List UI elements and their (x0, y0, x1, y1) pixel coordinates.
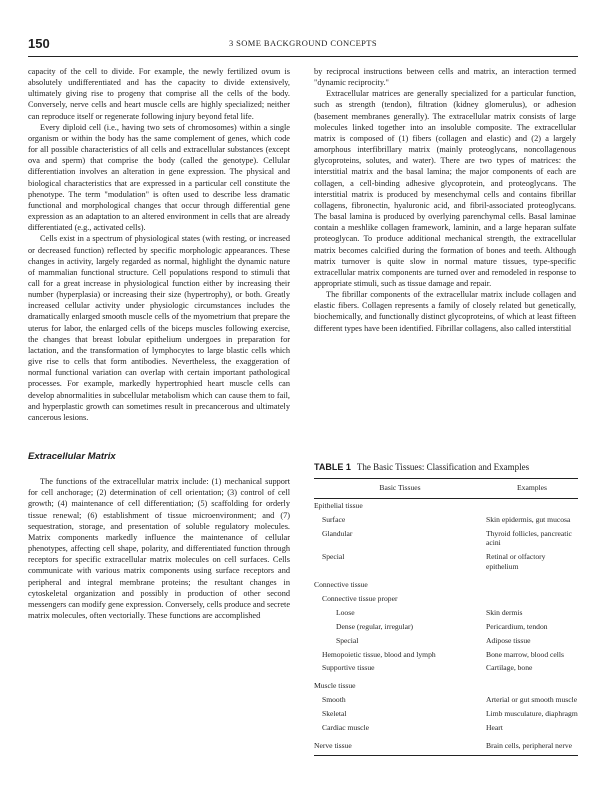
example-cell (486, 574, 578, 592)
table-row (314, 605, 578, 619)
tissue-cell: Cardiac muscle (322, 723, 370, 733)
table-row (314, 527, 578, 551)
tissue-cell: Dense (regular, irregular) (336, 621, 414, 631)
tissue-cell: Special (322, 552, 345, 562)
table-row (314, 661, 578, 675)
tissue-cell: Skeletal (322, 709, 347, 719)
tissue-cell: Connective tissue proper (322, 593, 398, 603)
page-header (28, 36, 578, 57)
table-row (314, 693, 578, 707)
table-row (314, 513, 578, 527)
example-cell: Bone marrow, blood cells (486, 649, 564, 659)
table-label: TABLE 1 (314, 462, 351, 472)
tissue-cell: Epithelial tissue (314, 500, 363, 510)
tissue-cell: Supportive tissue (322, 663, 375, 673)
right-paragraph-2: Extracellular matrices are generally specialized for a particular function, such as strength (tendon), filtration (kidney glomerulus), or adhesion (basement membranes generally). The extracellular matrix consists of large molecules linked together into an insoluble composite. The extracellular matrix is composed of (1) fibers (collagen and elastic) and (2) a largely amorphous interfibrillary matrix (mainly proteoglycans, noncollagenous glycoproteins, solutes, and water). There are two types of matrices: the interstitial matrix and the basal lamina; the major components of each are collagen, a cell-binding adhesive glycoprotein, and proteoglycans. The interstitial matrix is produced by mesenchymal cells and contains fibrillar collagens, fibronectin, hyaluronic acid, and fibril-associated proteoglycans. The basal lamina is produced by overlying parenchymal cells. Basal laminae contain a meshlike collagen framework, laminin, and a large heparan sulfate proteoglycan. To produce additional mechanical strength, the extracellular matrix becomes calcified during the formation of bones and teeth. Although matrix turnover is quite slow in normal mature tissues, type-specific extracellular matrix components are turned over and remodeled in response to appropriate stimuli, such as tissue damage and repair. (314, 89, 576, 288)
example-cell (486, 498, 578, 512)
example-cell: Skin epidermis, gut mucosa (486, 514, 571, 524)
tissue-cell: Special (336, 635, 359, 645)
example-cell: Pericardium, tendon (486, 621, 548, 631)
table-row (314, 721, 578, 735)
table-row (314, 633, 578, 647)
page-number: 150 (28, 36, 50, 51)
right-paragraph-3: The fibrillar components of the extracellular matrix include collagen and elastic fibers. Collagen represents a family of closely related but genetically, biochemically, and functionally distinct glycoproteins, of which at least fifteen different types have been identified. Fibrillar collagens, also called interstitial (314, 290, 576, 333)
tissue-cell: Surface (322, 514, 346, 524)
tissues-table (314, 478, 578, 756)
section-heading: Extracellular Matrix (28, 451, 116, 462)
example-cell: Skin dermis (486, 607, 523, 617)
example-cell: Arterial or gut smooth muscle (486, 695, 578, 705)
table-row (314, 675, 578, 693)
column-header-examples: Examples (486, 479, 578, 499)
left-paragraph-1: capacity of the cell to divide. For example, the newly fertilized ovum is absolutely undifferentiated and has the capacity to divide extensively, ultimately giving rise to progeny that comprise all the cells of the body. Conversely, nerve cells and heart muscle cells are highly specialized; neither can reproduce itself or regenerate following injury beyond fetal life. (28, 67, 290, 121)
example-cell (486, 675, 578, 693)
left-column (28, 66, 290, 621)
right-column (314, 66, 576, 334)
column-header-tissues: Basic Tissues (314, 479, 486, 499)
tissue-cell: Loose (336, 607, 355, 617)
table-row (314, 591, 578, 605)
left-paragraph-4: The functions of the extracellular matrix include: (1) mechanical support for cell anchorage; (2) determination of cell orientation; (3) control of cell growth; (4) maintenance of cell differentiation; (5) scaffolding for orderly tissue renewal; (6) establishment of tissue microenvironment; and (7) sequestration, storage, and presentation of soluble regulatory molecules. Matrix components markedly influence the maintenance of cellular phenotypes, affecting cell shape, polarity, and differentiated function through receptors for specific extracellular matrix molecules on cell surfaces. Cells communicate with various matrix components using surface receptors and peripheral and integral membrane proteins; the resultant changes in cytoskeletal organization and possibly in production of other second messengers can modify gene expression. Conversely, cells produce and secrete matrix molecules, often vectorially. These functions are accomplished (28, 477, 290, 621)
tissue-cell: Hemopoietic tissue, blood and lymph (322, 649, 436, 659)
example-cell: Thyroid follicles, pancreatic acini (486, 528, 572, 548)
table-title: The Basic Tissues: Classification and Examples (356, 462, 530, 472)
example-cell: Adipose tissue (486, 635, 531, 645)
tissue-cell: Glandular (322, 528, 353, 538)
tissue-cell: Connective tissue (314, 579, 368, 589)
table-row (314, 498, 578, 512)
running-head: 3 SOME BACKGROUND CONCEPTS (228, 38, 378, 48)
example-cell: Retinal or olfactory epithelium (486, 552, 546, 571)
tissue-cell: Muscle tissue (314, 681, 356, 691)
example-cell: Limb musculature, diaphragm (486, 709, 578, 719)
example-cell (486, 591, 578, 605)
table-row (314, 735, 578, 755)
table-row (314, 707, 578, 721)
table-row (314, 574, 578, 592)
table-row (314, 550, 578, 574)
left-paragraph-3: Cells exist in a spectrum of physiological states (with resting, or increased or decreased function) reflected by specific morphologic appearances. These changes in activity, largely regarded as normal, highlight the dynamic nature of mammalian functional structure. Cell populations respond to stimuli that call for a great increase in physiological function either by increasing their number (hyperplasia) or increasing their size (hypertrophy), or both. Greatly increased cellular activity under physiologic circumstances includes the dramatically enlarged smooth muscle cells of the myometrium that prepare the uterus for labor, the enlarged cells of the biceps muscles following exercise, the changes that breast lobular epithelium undergoes in preparation for lactation, and the transformation of lymphocytes to large blastic cells which give rise to cells that form antibodies. Nevertheless, the exaggeration of normal functional variation can overlap with certain important pathological processes. For example, markedly hypertrophied heart muscle cells can develop abnormalities in subcellular metabolism which can cause them to fail, and hyperplastic growth can sometimes result in precancerous and ultimately cancerous lesions. (28, 234, 290, 422)
right-paragraph-1: by reciprocal instructions between cells and matrix, an interaction termed "dynamic reciprocity." (314, 67, 576, 88)
example-cell: Cartilage, bone (486, 663, 533, 673)
table-caption (314, 462, 578, 472)
left-paragraph-2: Every diploid cell (i.e., having two sets of chromosomes) within a single organism or within the body has the same complement of genes, which code for all possible characteristics of all cells and extracellular substances (except ova and sperm) that comprise the body (called the genotype). Cellular differentiation involves an alteration in gene expression. The physical and biological characteristics that are expressed in a particular cell constitute the phenotype. The term "modulation" is often used to describe less dramatic functional and morphological changes that occur through differential gene expression as an adaptation to an altered environment in cells that are already differentiated (e.g., activated cells). (28, 122, 290, 233)
example-cell: Brain cells, peripheral nerve (486, 735, 578, 755)
table-row (314, 647, 578, 661)
table-row (314, 619, 578, 633)
tissue-cell: Nerve tissue (314, 735, 486, 755)
table-header-row (314, 479, 578, 499)
tissue-cell: Smooth (322, 695, 346, 705)
example-cell: Heart (486, 723, 503, 733)
